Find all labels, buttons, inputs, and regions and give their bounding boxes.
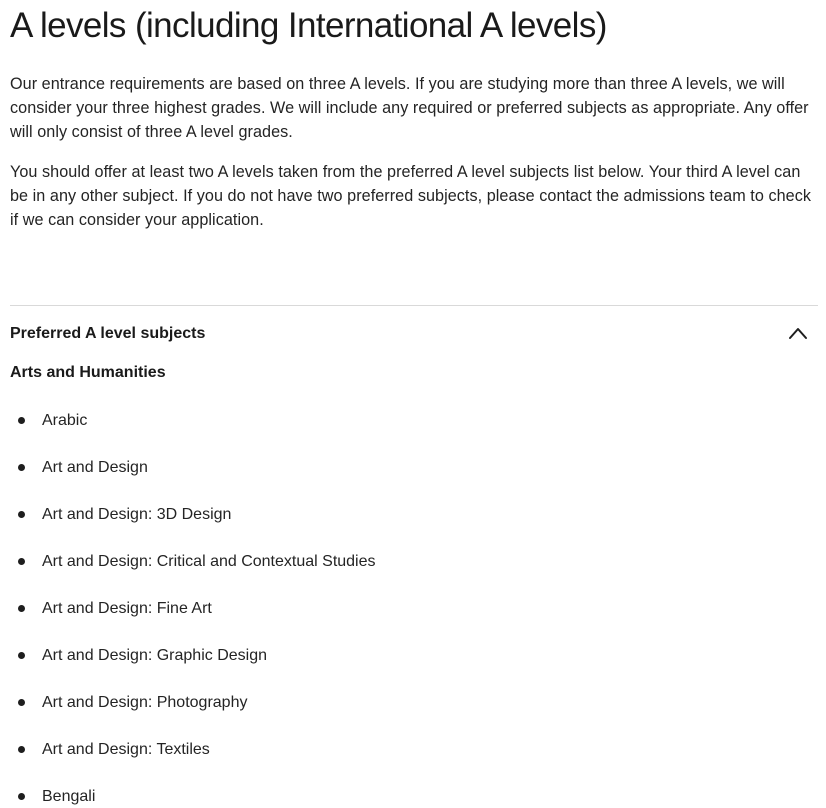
list-item [10, 774, 376, 808]
subject-label: Art and Design: Fine Art [42, 600, 212, 617]
intro-paragraph: You should offer at least two A levels taken from the preferred A level subjects list below. Your third A level can be in any other subject. If you do not have two preferred subjects, please contact the admissions team to check if we can consider your application. [10, 163, 811, 229]
list-item [10, 539, 376, 586]
accordion-title: Preferred A level subjects [10, 325, 206, 342]
subject-list [10, 398, 376, 808]
subject-label: Arabic [42, 412, 88, 429]
list-item [10, 633, 376, 680]
accordion-divider [10, 305, 818, 306]
intro-paragraph: Our entrance requirements are based on three A levels. If you are studying more than three A levels, we will consider your three highest grades. We will include any required or preferred subjects as appropriate. Any offer will only consist of three A level grades. [10, 75, 809, 141]
bullet-icon [18, 558, 25, 565]
bullet-icon [18, 699, 25, 706]
list-item [10, 727, 376, 774]
bullet-icon [18, 652, 25, 659]
bullet-icon [18, 511, 25, 518]
subject-label: Art and Design: Graphic Design [42, 647, 267, 664]
list-item [10, 586, 376, 633]
subject-label: Art and Design: Textiles [42, 741, 210, 758]
bullet-icon [18, 605, 25, 612]
subject-label: Art and Design: 3D Design [42, 506, 232, 523]
subject-label: Art and Design [42, 459, 148, 476]
subject-group-heading: Arts and Humanities [10, 364, 166, 381]
subject-label: Art and Design: Critical and Contextual Studies [42, 553, 376, 570]
list-item [10, 398, 376, 445]
subject-label: Art and Design: Photography [42, 694, 248, 711]
bullet-icon [18, 746, 25, 753]
list-item [10, 680, 376, 727]
bullet-icon [18, 793, 25, 800]
list-item [10, 492, 376, 539]
list-item [10, 445, 376, 492]
bullet-icon [18, 464, 25, 471]
chevron-up-icon[interactable] [788, 326, 808, 340]
subject-label: Bengali [42, 788, 96, 805]
accordion-toggle-preferred-subjects[interactable] [10, 318, 818, 350]
page-title: A levels (including International A levels) [10, 6, 607, 45]
bullet-icon [18, 417, 25, 424]
